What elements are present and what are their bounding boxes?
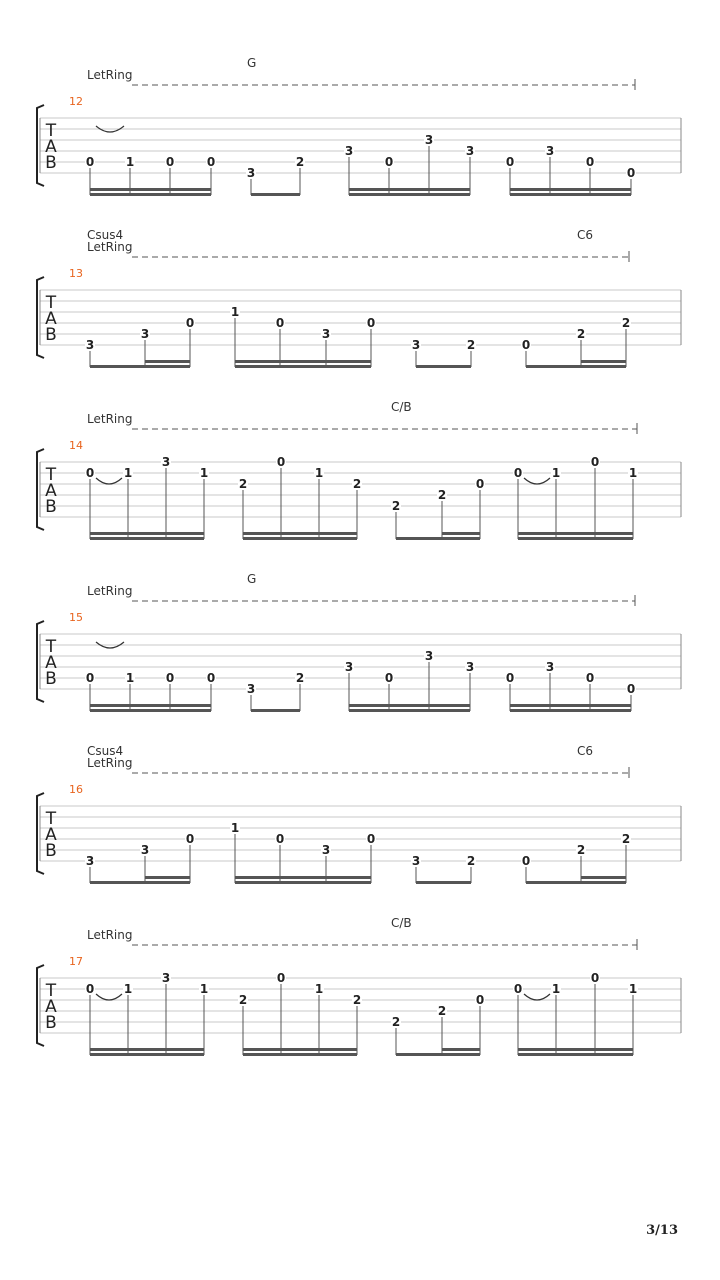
fret-number: 1	[551, 982, 561, 996]
let-ring-label: LetRing	[87, 412, 133, 426]
let-ring-label: LetRing	[87, 928, 133, 942]
tab-clef-letter: B	[45, 1013, 57, 1033]
chord-name: C6	[577, 744, 594, 758]
tab-clef-letter: A	[45, 997, 57, 1017]
beam	[349, 193, 470, 196]
tab-system	[37, 400, 681, 540]
chord-name: Csus4	[87, 228, 124, 242]
beam-secondary	[90, 1048, 204, 1051]
measure-number: 16	[69, 783, 83, 796]
beam	[90, 537, 204, 540]
fret-number: 3	[424, 649, 434, 663]
fret-number: 0	[590, 455, 600, 469]
tab-clef-letter: A	[45, 825, 57, 845]
fret-number: 3	[545, 144, 555, 158]
tab-system	[37, 572, 681, 712]
fret-number: 0	[505, 671, 515, 685]
fret-number: 0	[275, 832, 285, 846]
beam	[510, 709, 631, 712]
beam	[90, 365, 190, 368]
tab-clef-letter: T	[45, 293, 57, 313]
tab-clef-letter: T	[45, 637, 57, 657]
beam	[416, 365, 471, 368]
beam	[416, 881, 471, 884]
tab-clef-letter: B	[45, 669, 57, 689]
tab-clef-letter: B	[45, 153, 57, 173]
chord-name: G	[247, 56, 257, 70]
beam-secondary	[145, 360, 190, 363]
fret-number: 0	[85, 155, 95, 169]
tab-clef-letter: B	[45, 325, 57, 345]
let-ring-label: LetRing	[87, 68, 133, 82]
fret-number: 0	[590, 971, 600, 985]
beam	[349, 709, 470, 712]
beam-secondary	[90, 188, 211, 191]
fret-number: 1	[230, 821, 240, 835]
beam-secondary	[518, 532, 633, 535]
fret-number: 2	[391, 499, 401, 513]
fret-number: 1	[628, 466, 638, 480]
fret-number: 0	[185, 832, 195, 846]
fret-number: 3	[161, 971, 171, 985]
fret-number: 1	[123, 982, 133, 996]
fret-number: 1	[123, 466, 133, 480]
fret-number: 2	[352, 993, 362, 1007]
fret-number: 1	[628, 982, 638, 996]
fret-number: 3	[344, 660, 354, 674]
beam	[518, 537, 633, 540]
fret-number: 1	[314, 466, 324, 480]
fret-number: 3	[85, 854, 95, 868]
slur	[96, 478, 122, 484]
beam-secondary	[510, 704, 631, 707]
fret-number: 1	[314, 982, 324, 996]
beam-secondary	[90, 704, 211, 707]
measure-number: 15	[69, 611, 83, 624]
tab-clef-letter: A	[45, 653, 57, 673]
tab-clef-letter: B	[45, 497, 57, 517]
fret-number: 0	[384, 155, 394, 169]
fret-number: 0	[513, 982, 523, 996]
fret-number: 0	[165, 671, 175, 685]
measure-number: 13	[69, 267, 83, 280]
fret-number: 0	[505, 155, 515, 169]
tab-clef-letter: A	[45, 309, 57, 329]
fret-number: 0	[185, 316, 195, 330]
beam-secondary	[581, 360, 626, 363]
tab-system	[37, 916, 681, 1056]
beam-secondary	[235, 360, 371, 363]
fret-number: 0	[206, 671, 216, 685]
fret-number: 0	[513, 466, 523, 480]
fret-number: 3	[545, 660, 555, 674]
beam	[396, 537, 480, 540]
measure-number: 17	[69, 955, 83, 968]
chord-name: C/B	[391, 916, 412, 930]
chord-name: C6	[577, 228, 594, 242]
slur	[96, 994, 122, 1000]
beam	[510, 193, 631, 196]
beam-secondary	[243, 532, 357, 535]
tab-system	[37, 228, 681, 368]
fret-number: 1	[125, 155, 135, 169]
measure-number: 12	[69, 95, 83, 108]
chord-name: G	[247, 572, 257, 586]
fret-number: 3	[246, 682, 256, 696]
beam-secondary	[243, 1048, 357, 1051]
fret-number: 2	[295, 155, 305, 169]
page-number: 3/13	[646, 1223, 678, 1238]
fret-number: 3	[85, 338, 95, 352]
beam	[396, 1053, 480, 1056]
beam	[251, 193, 300, 196]
fret-number: 3	[161, 455, 171, 469]
fret-number: 1	[199, 982, 209, 996]
tab-system	[37, 56, 681, 196]
fret-number: 1	[125, 671, 135, 685]
fret-number: 2	[621, 316, 631, 330]
beam	[251, 709, 300, 712]
fret-number: 2	[576, 843, 586, 857]
beam	[90, 193, 211, 196]
fret-number: 0	[85, 671, 95, 685]
fret-number: 2	[466, 854, 476, 868]
fret-number: 3	[246, 166, 256, 180]
beam	[526, 881, 626, 884]
measure-number: 14	[69, 439, 83, 452]
fret-number: 0	[521, 854, 531, 868]
fret-number: 1	[551, 466, 561, 480]
beam-secondary	[349, 704, 470, 707]
beam	[243, 537, 357, 540]
fret-number: 0	[626, 166, 636, 180]
fret-number: 3	[140, 843, 150, 857]
beam-secondary	[349, 188, 470, 191]
fret-number: 0	[626, 682, 636, 696]
fret-number: 1	[230, 305, 240, 319]
fret-number: 3	[321, 843, 331, 857]
slur	[524, 478, 550, 484]
chord-name: C/B	[391, 400, 412, 414]
fret-number: 0	[366, 832, 376, 846]
beam	[235, 881, 371, 884]
fret-number: 2	[621, 832, 631, 846]
fret-number: 2	[576, 327, 586, 341]
fret-number: 2	[391, 1015, 401, 1029]
fret-number: 0	[206, 155, 216, 169]
tab-clef-letter: T	[45, 121, 57, 141]
chord-name: Csus4	[87, 744, 124, 758]
fret-number: 3	[465, 144, 475, 158]
fret-number: 3	[465, 660, 475, 674]
beam-secondary	[442, 1048, 480, 1051]
fret-number: 3	[411, 338, 421, 352]
fret-number: 3	[321, 327, 331, 341]
beam-secondary	[442, 532, 480, 535]
fret-number: 0	[85, 466, 95, 480]
let-ring-label: LetRing	[87, 756, 133, 770]
fret-number: 3	[424, 133, 434, 147]
beam	[526, 365, 626, 368]
beam-secondary	[90, 532, 204, 535]
fret-number: 3	[411, 854, 421, 868]
fret-number: 0	[521, 338, 531, 352]
fret-number: 0	[276, 971, 286, 985]
fret-number: 2	[437, 1004, 447, 1018]
tab-clef-letter: T	[45, 981, 57, 1001]
fret-number: 2	[238, 477, 248, 491]
tab-clef-letter: A	[45, 481, 57, 501]
fret-number: 2	[437, 488, 447, 502]
beam-secondary	[510, 188, 631, 191]
fret-number: 0	[585, 671, 595, 685]
fret-number: 3	[344, 144, 354, 158]
fret-number: 0	[384, 671, 394, 685]
fret-number: 2	[352, 477, 362, 491]
fret-number: 2	[238, 993, 248, 1007]
fret-number: 0	[85, 982, 95, 996]
beam	[243, 1053, 357, 1056]
slur	[524, 994, 550, 1000]
beam	[90, 881, 190, 884]
tab-systems	[37, 56, 681, 1056]
beam-secondary	[581, 876, 626, 879]
beam-secondary	[518, 1048, 633, 1051]
fret-number: 0	[475, 993, 485, 1007]
fret-number: 0	[585, 155, 595, 169]
beam-secondary	[235, 876, 371, 879]
fret-number: 1	[199, 466, 209, 480]
tab-clef-letter: T	[45, 465, 57, 485]
fret-number: 0	[276, 455, 286, 469]
beam-secondary	[145, 876, 190, 879]
tab-clef-letter: B	[45, 841, 57, 861]
fret-number: 3	[140, 327, 150, 341]
let-ring-label: LetRing	[87, 240, 133, 254]
beam	[90, 709, 211, 712]
tab-system	[37, 744, 681, 884]
beam	[235, 365, 371, 368]
fret-number: 2	[295, 671, 305, 685]
tab-clef-letter: T	[45, 809, 57, 829]
tab-clef-letter: A	[45, 137, 57, 157]
fret-number: 2	[466, 338, 476, 352]
fret-number: 0	[275, 316, 285, 330]
fret-number: 0	[165, 155, 175, 169]
let-ring-label: LetRing	[87, 584, 133, 598]
beam	[90, 1053, 204, 1056]
fret-number: 0	[475, 477, 485, 491]
beam	[518, 1053, 633, 1056]
fret-number: 0	[366, 316, 376, 330]
